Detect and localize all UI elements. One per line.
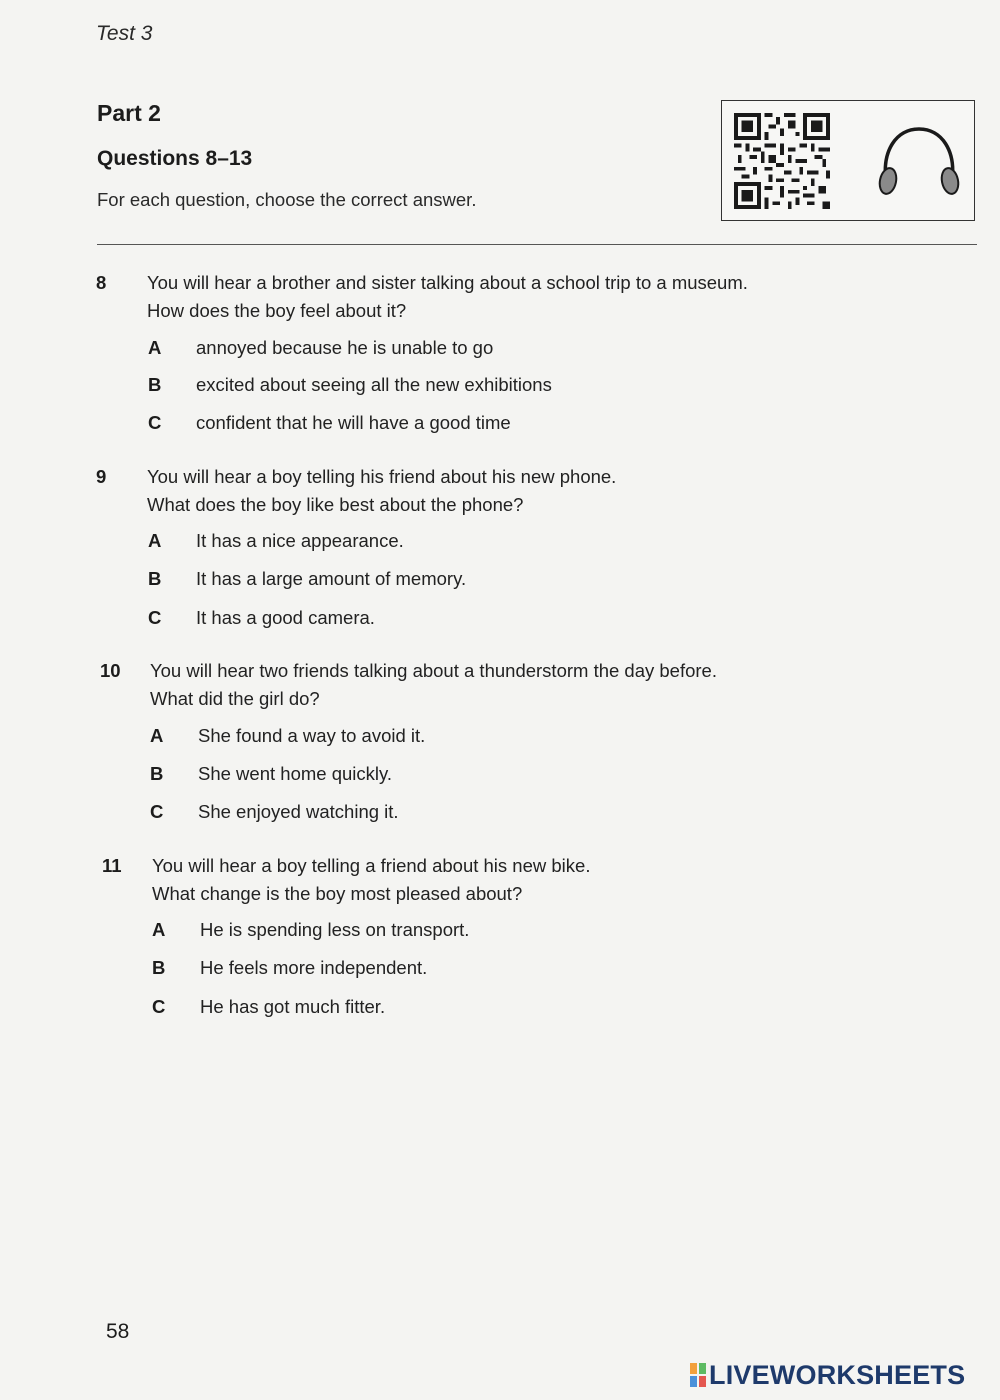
option-text: He feels more independent. [200, 957, 428, 978]
page-number: 58 [106, 1320, 130, 1343]
question-number: 10 [100, 660, 121, 681]
option-text: She enjoyed watching it. [198, 801, 399, 822]
option-letter: B [152, 957, 166, 978]
option-letter: A [152, 919, 166, 940]
option-letter: A [148, 337, 162, 358]
question-context: You will hear a boy telling a friend about his new bike. [152, 855, 591, 876]
option-letter: A [148, 530, 162, 551]
option-text: He has got much fitter. [200, 996, 386, 1017]
question-number: 8 [96, 272, 107, 293]
question-context: You will hear a boy telling his friend about his new phone. [147, 466, 617, 487]
option-letter: B [148, 374, 162, 395]
question-prompt [147, 269, 748, 325]
option-text: It has a large amount of memory. [196, 568, 467, 589]
option-text: annoyed because he is unable to go [196, 337, 494, 358]
question-number: 9 [96, 466, 107, 487]
option-text: confident that he will have a good time [196, 412, 511, 433]
headphones-icon[interactable] [876, 123, 962, 203]
qr-code-icon[interactable] [734, 112, 830, 210]
option-text: She found a way to avoid it. [198, 725, 426, 746]
option-letter: A [150, 725, 164, 746]
question-prompt [150, 657, 717, 713]
question-number: 11 [102, 855, 122, 876]
question-ask: What does the boy like best about the phone? [147, 494, 524, 515]
option-letter: B [150, 763, 164, 784]
liveworksheets-logo-icon [690, 1363, 706, 1387]
test-label: Test 3 [96, 22, 153, 45]
instruction-text: For each question, choose the correct answer. [97, 189, 477, 210]
option-text: excited about seeing all the new exhibitions [196, 374, 552, 395]
audio-box [721, 100, 975, 221]
option-text: She went home quickly. [198, 763, 393, 784]
question-context: You will hear a brother and sister talking about a school trip to a museum. [147, 272, 748, 293]
option-letter: C [148, 412, 162, 433]
option-text: It has a nice appearance. [196, 530, 404, 551]
option-letter: C [148, 607, 162, 628]
option-text: He is spending less on transport. [200, 919, 470, 940]
question-prompt [152, 852, 590, 908]
question-ask: How does the boy feel about it? [147, 300, 407, 321]
question-prompt [147, 463, 616, 519]
brand-name: LIVEWORKSHEETS [709, 1359, 966, 1390]
option-text: It has a good camera. [196, 607, 375, 628]
option-letter: B [148, 568, 162, 589]
brand-watermark[interactable] [690, 1360, 965, 1390]
option-letter: C [150, 801, 164, 822]
part-title: Part 2 [97, 100, 161, 126]
section-divider [97, 244, 977, 245]
question-ask: What change is the boy most pleased about? [152, 883, 523, 904]
questions-range: Questions 8–13 [97, 147, 253, 170]
question-context: You will hear two friends talking about a thunderstorm the day before. [150, 660, 717, 681]
option-letter: C [152, 996, 166, 1017]
question-ask: What did the girl do? [150, 688, 320, 709]
